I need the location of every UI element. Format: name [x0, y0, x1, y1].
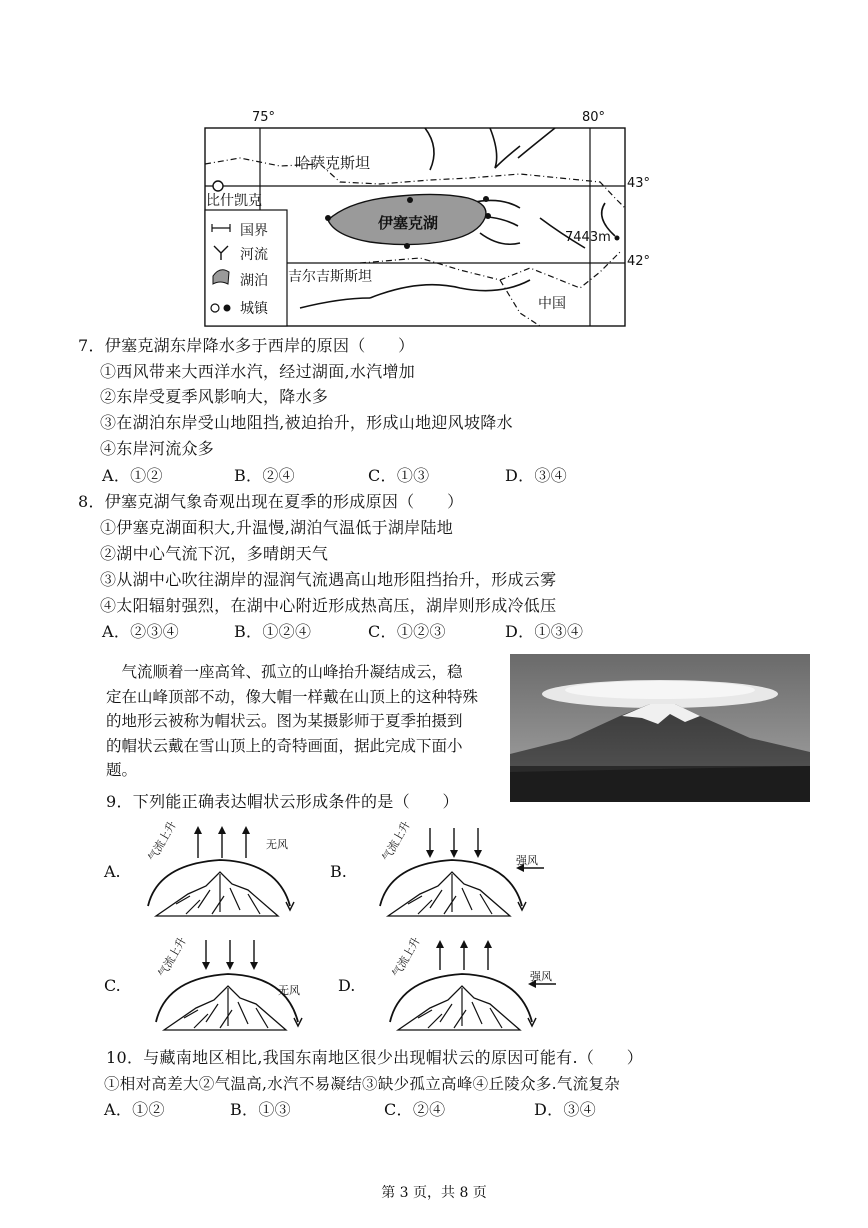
lake-map — [200, 108, 670, 330]
passage-line-4: 的帽状云戴在雪山顶上的奇特画面，据此完成下面小 — [106, 736, 463, 755]
q9-option-d-letter: D. — [338, 976, 356, 995]
passage-line-1: 气流顺着一座高耸、孤立的山峰抬升凝结成云，稳 — [106, 663, 463, 681]
q7-option-a[interactable]: A．①② — [102, 466, 163, 485]
q7-item-2: ②东岸受夏季风影响大，降水多 — [100, 387, 329, 406]
q7-option-b[interactable]: B．②④ — [234, 466, 295, 485]
q8-stem: 8．伊塞克湖气象奇观出现在夏季的形成原因（ ） — [78, 492, 464, 511]
q10-option-c[interactable]: C．②④ — [384, 1100, 446, 1119]
q7-stem: 7．伊塞克湖东岸降水多于西岸的原因（ ） — [78, 336, 415, 355]
q9-option-d[interactable] — [338, 936, 558, 1032]
q9-option-a[interactable] — [104, 818, 304, 920]
q10-option-a[interactable]: A．①② — [104, 1100, 165, 1119]
q9-b-wind-label: 强风 — [516, 854, 538, 867]
q7-item-4: ④东岸河流众多 — [100, 439, 215, 458]
q8-item-1: ①伊塞克湖面积大,升温慢,湖泊气温低于湖岸陆地 — [100, 518, 454, 537]
q8-item-2: ②湖中心气流下沉，多晴朗天气 — [100, 544, 329, 563]
q9-option-b-letter: B. — [330, 862, 347, 881]
q8-item-4: ④太阳辐射强烈，在湖中心附近形成热高压，湖岸则形成冷低压 — [100, 596, 557, 615]
q9-b-updraft-label: 气流上升 — [379, 818, 413, 864]
q9-option-c[interactable] — [104, 936, 314, 1032]
lat-label-42: 42° — [627, 254, 651, 269]
q7-item-1: ①西风带来大西洋水汽，经过湖面,水汽增加 — [100, 362, 416, 381]
peak-marker — [615, 236, 620, 241]
q9-option-c-letter: C. — [104, 976, 121, 995]
q7-option-d[interactable]: D．③④ — [505, 466, 568, 485]
q8-option-d[interactable]: D．①③④ — [505, 622, 584, 641]
cap-cloud-photo — [510, 654, 810, 802]
q10-item-1: ①相对高差大②气温高,水汽不易凝结③缺少孤立高峰④丘陵众多.气流复杂 — [104, 1075, 621, 1093]
q10-option-b[interactable]: B．①③ — [230, 1100, 291, 1119]
legend-town: 城镇 — [240, 301, 268, 317]
q9-d-updraft-label: 气流上升 — [389, 934, 423, 980]
page-number: 第 3 页，共 8 页 — [381, 1185, 487, 1201]
cloud-passage — [106, 660, 501, 783]
label-bishkek: 比什凯克 — [206, 193, 262, 209]
legend-border: 国界 — [240, 223, 268, 239]
label-lake: 伊塞克湖 — [378, 214, 439, 232]
label-china: 中国 — [538, 296, 566, 312]
q9-c-updraft-label: 气流上升 — [155, 934, 189, 980]
lon-label-80: 80° — [582, 110, 606, 125]
q7-option-c[interactable]: C．①③ — [368, 466, 430, 485]
legend-lake: 湖泊 — [240, 273, 268, 289]
q9-a-wind-label: 无风 — [266, 838, 288, 851]
label-peak-height: 7443m — [565, 230, 611, 245]
q10-option-d[interactable]: D．③④ — [534, 1100, 597, 1119]
lat-label-43: 43° — [627, 176, 651, 191]
q8-option-c[interactable]: C．①②③ — [368, 622, 446, 641]
q7-item-3: ③在湖泊东岸受山地阻挡,被迫抬升，形成山地迎风坡降水 — [100, 413, 513, 432]
passage-line-2: 定在山峰顶部不动，像大帽一样戴在山顶上的这种特殊 — [106, 687, 479, 706]
q8-option-b[interactable]: B．①②④ — [234, 622, 312, 641]
q9-a-updraft-label: 气流上升 — [145, 818, 179, 864]
q9-option-a-letter: A. — [104, 862, 121, 881]
legend-river: 河流 — [240, 247, 268, 263]
label-kyrgyzstan: 吉尔吉斯斯坦 — [288, 269, 372, 285]
q9-c-wind-label: 无风 — [278, 984, 300, 997]
q10-stem: 10．与藏南地区相比,我国东南地区很少出现帽状云的原因可能有.（ ） — [106, 1048, 644, 1067]
passage-line-5: 题。 — [106, 761, 138, 779]
q9-option-b[interactable] — [330, 818, 550, 920]
passage-line-3: 的地形云被称为帽状云。图为某摄影师于夏季拍摄到 — [106, 712, 463, 730]
q8-option-a[interactable]: A．②③④ — [102, 622, 180, 641]
q9-d-wind-label: 强风 — [530, 970, 552, 983]
lon-label-75: 75° — [252, 110, 276, 125]
label-kazakhstan: 哈萨克斯坦 — [295, 154, 371, 172]
q9-stem: 9．下列能正确表达帽状云形成条件的是（ ） — [106, 792, 459, 811]
q8-item-3: ③从湖中心吹往湖岸的湿润气流遇高山地形阻挡抬升，形成云雾 — [100, 570, 557, 589]
